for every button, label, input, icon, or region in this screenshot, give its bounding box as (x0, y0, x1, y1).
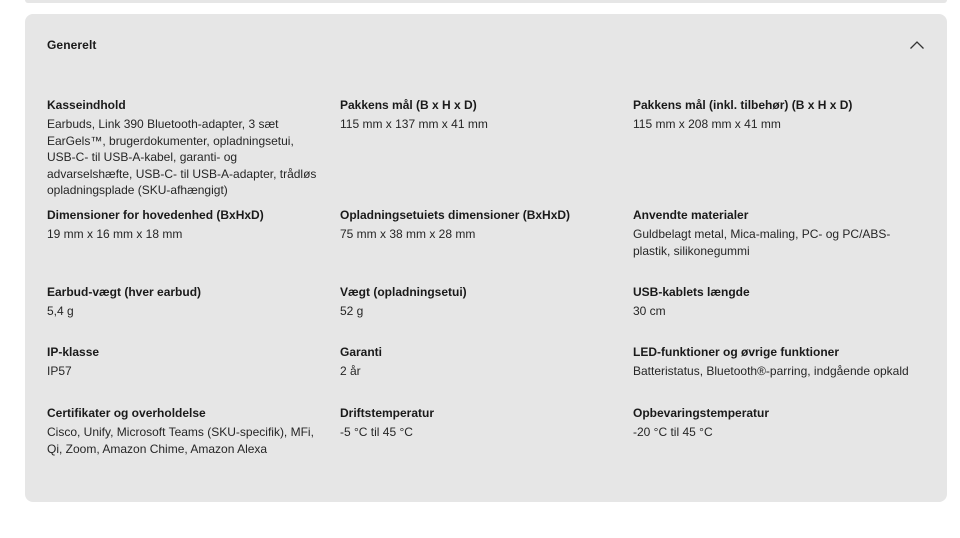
accordion-header[interactable] (47, 36, 925, 54)
spec-label: Certifikater og overholdelse (47, 406, 206, 420)
spec-label: Anvendte materialer (633, 208, 749, 222)
spec-label: LED-funktioner og øvrige funktioner (633, 345, 839, 359)
spec-value: 2 år (340, 364, 361, 378)
spec-item (633, 284, 923, 320)
spec-item (47, 284, 319, 320)
spec-label: Opladningsetuiets dimensioner (BxHxD) (340, 208, 571, 222)
spec-item (633, 207, 923, 259)
spec-value: IP57 (47, 364, 72, 378)
spec-label: Pakkens mål (inkl. tilbehør) (B x H x D) (633, 98, 853, 112)
spec-label: Pakkens mål (B x H x D) (340, 98, 477, 112)
spec-value: -20 °C til 45 °C (633, 425, 713, 439)
spec-item (340, 207, 612, 243)
spec-item (47, 97, 319, 199)
spec-value: Cisco, Unify, Microsoft Teams (SKU-specifik), MFi, Qi, Zoom, Amazon Chime, Amazon Alexa (47, 425, 314, 456)
spec-item (340, 284, 612, 320)
spec-item (340, 344, 612, 380)
spec-value: 115 mm x 208 mm x 41 mm (633, 117, 781, 131)
previous-panel-edge (25, 0, 947, 3)
spec-value: 19 mm x 16 mm x 18 mm (47, 227, 183, 241)
spec-label: Dimensioner for hovedenhed (BxHxD) (47, 208, 264, 222)
spec-label: Garanti (340, 345, 383, 359)
spec-value: 52 g (340, 304, 364, 318)
spec-item (340, 405, 612, 441)
spec-value: 30 cm (633, 304, 666, 318)
spec-value: Batteristatus, Bluetooth®-parring, indgående opkald (633, 364, 909, 378)
spec-item (47, 207, 319, 243)
spec-value: Guldbelagt metal, Mica-maling, PC- og PC/ABS-plastik, silikonegummi (633, 227, 891, 258)
spec-item (633, 405, 923, 441)
spec-label: Driftstemperatur (340, 406, 435, 420)
spec-item (633, 97, 923, 133)
spec-value: Earbuds, Link 390 Bluetooth-adapter, 3 sæt EarGels™, brugerdokumenter, opladningsetui, USB-C- til USB-A-kabel, garanti- og advarselshæfte, USB-C- til USB-A-adapter, trådløs opladningsplade (SKU-afhængigt) (47, 117, 317, 197)
spec-label: Earbud-vægt (hver earbud) (47, 285, 202, 299)
spec-value: 75 mm x 38 mm x 28 mm (340, 227, 476, 241)
spec-label: IP-klasse (47, 345, 100, 359)
spec-label: Opbevaringstemperatur (633, 406, 770, 420)
spec-value: 115 mm x 137 mm x 41 mm (340, 117, 488, 131)
specs-accordion-panel (25, 14, 947, 502)
chevron-up-icon[interactable] (909, 37, 925, 53)
spec-label: Kasseindhold (47, 98, 126, 112)
spec-label: Vægt (opladningsetui) (340, 285, 467, 299)
spec-value: 5,4 g (47, 304, 74, 318)
spec-item (340, 97, 612, 133)
section-title: Generelt (47, 38, 97, 52)
spec-item (633, 344, 923, 380)
spec-item (47, 344, 319, 380)
spec-label: USB-kablets længde (633, 285, 750, 299)
spec-value: -5 °C til 45 °C (340, 425, 413, 439)
spec-item (47, 405, 319, 457)
